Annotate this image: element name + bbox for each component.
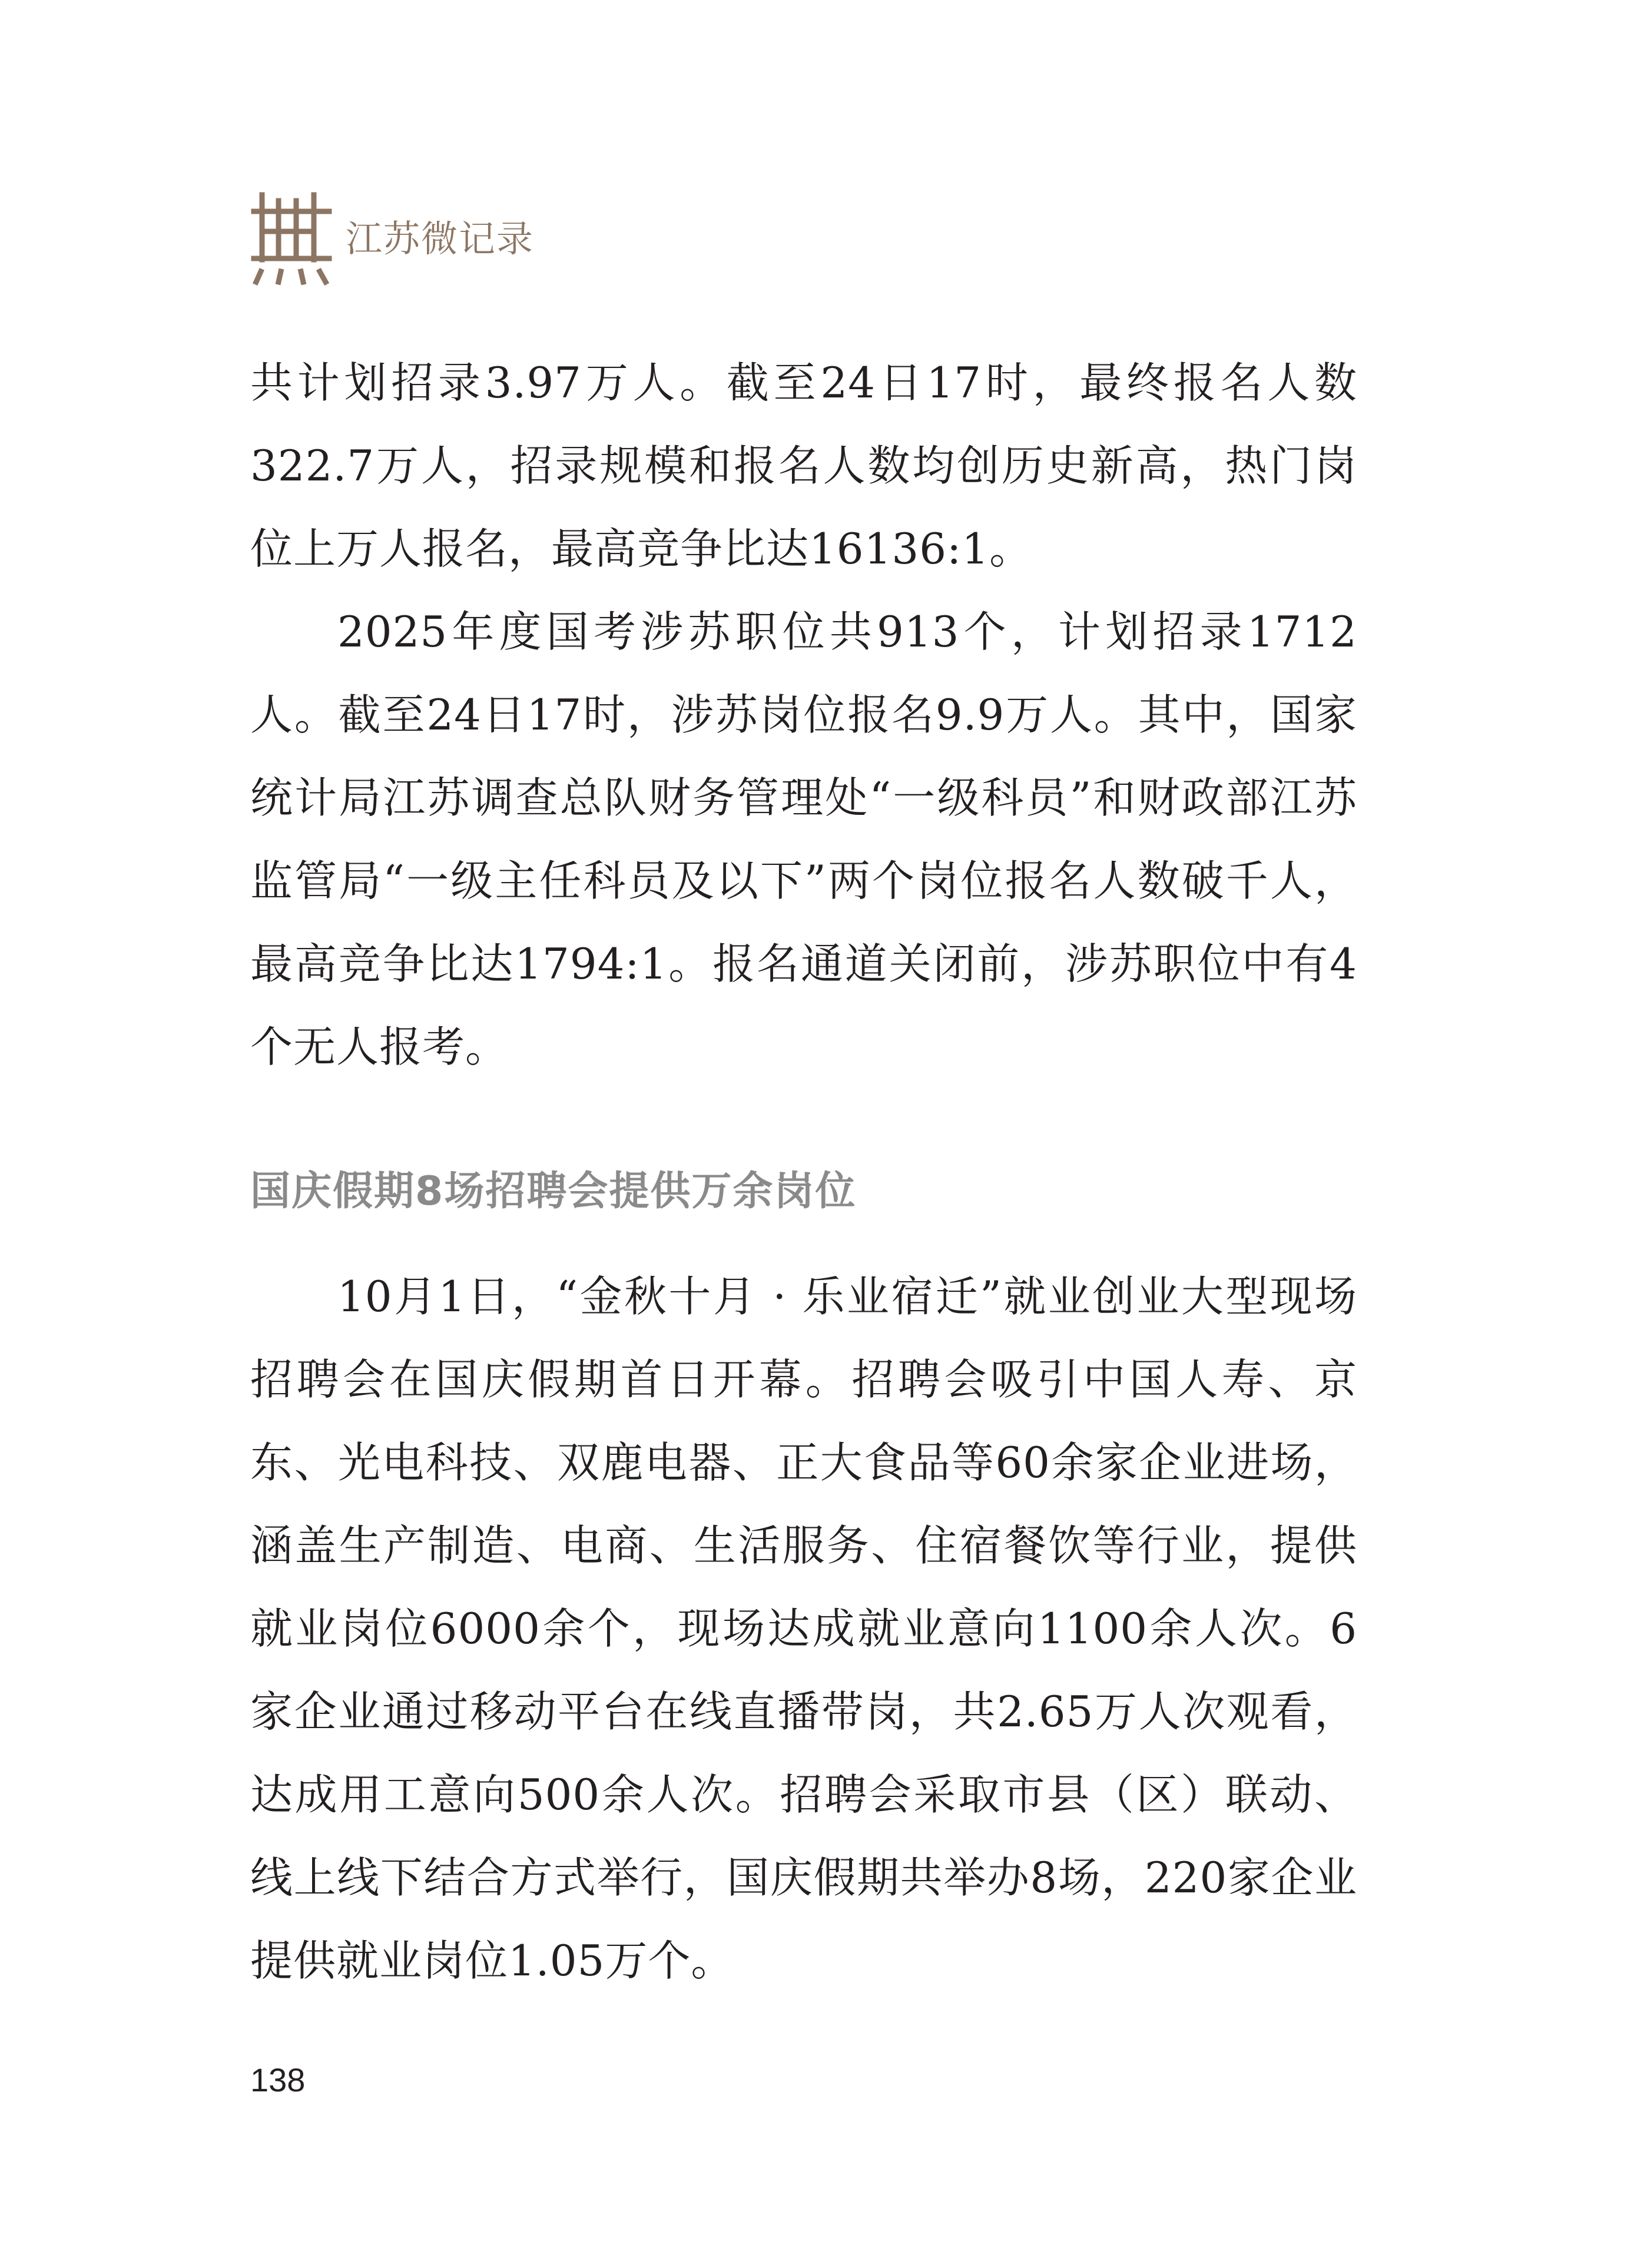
header-title: 江苏微记录 xyxy=(346,217,535,260)
paragraph-job-fair: 10月1日，“金秋十月 · 乐业宿迁”就业创业大型现场招聘会在国庆假期首日开幕。招聘会吸引中国人寿、京东、光电科技、双鹿电器、正大食品等60余家企业进场，涵盖生产制造、电商、生活服务、住宿餐饮等行业，提供就业岗位6000余个，现场达成就业意向1100余人次。6家企业通过移动平台在线直播带岗，共2.65万人次观看，达成用工意向500余人次。招聘会采取市县（区）联动、线上线下结合方式举行，国庆假期共举办8场，220家企业提供就业岗位1.05万个。 xyxy=(250,1272,1357,1985)
article-body xyxy=(250,341,1357,2002)
page-header xyxy=(250,187,534,287)
section-heading: 国庆假期8场招聘会提供万余岗位 xyxy=(250,1168,857,1215)
paragraph-continued: 共计划招录3.97万人。截至24日17时，最终报名人数322.7万人，招录规模和报名人数均创历史新高，热门岗位上万人报名，最高竞争比达16136:1。 xyxy=(250,358,1357,573)
paragraph-national-exam: 2025年度国考涉苏职位共913个，计划招录1712人。截至24日17时，涉苏岗位报名9.9万人。其中，国家统计局江苏调查总队财务管理处“一级科员”和财政部江苏监管局“一级主任科员及以下”两个岗位报名人数破千人，最高竞争比达1794:1。报名通道关闭前，涉苏职位中有4个无人报考。 xyxy=(250,607,1357,1072)
wei-seal-logo-icon xyxy=(250,189,333,286)
page-number: 138 xyxy=(250,2061,306,2098)
